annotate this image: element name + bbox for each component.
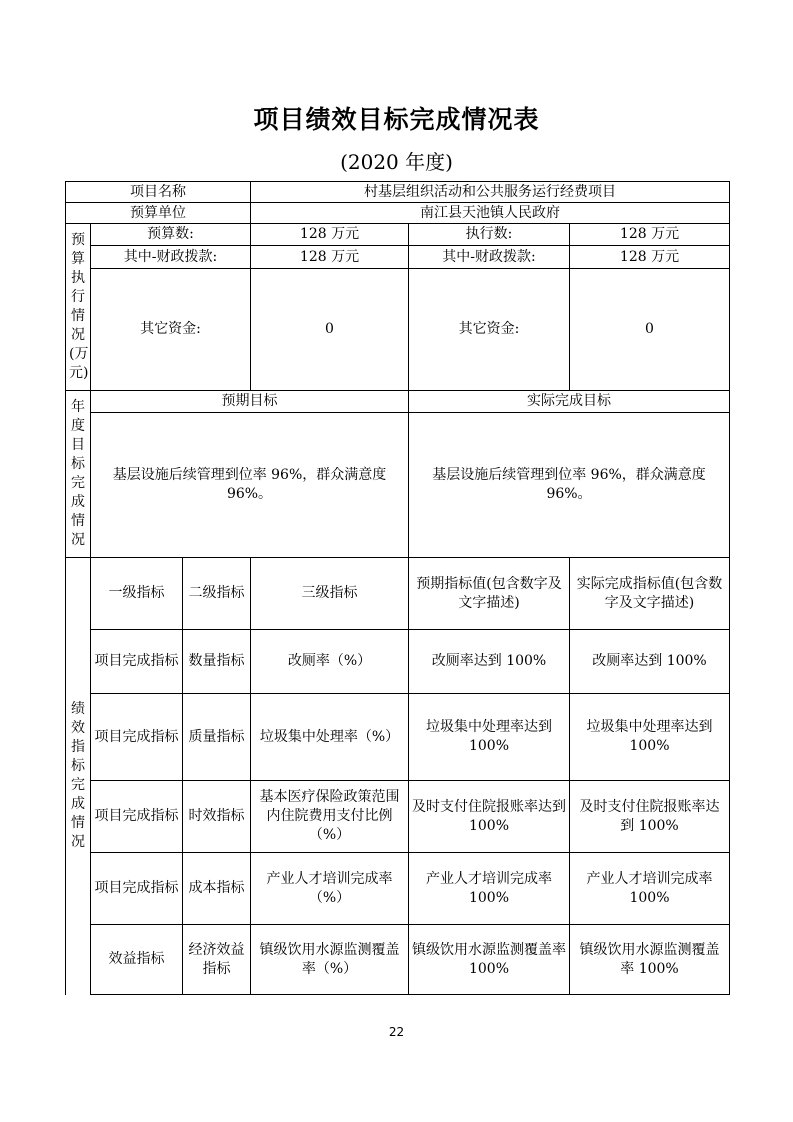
row2-actual: 垃圾集中处理率达到 100% <box>570 694 730 781</box>
row4-level3: 产业人才培训完成率（%） <box>251 853 409 925</box>
fiscal-value: 128 万元 <box>251 246 409 269</box>
row1-level2: 数量指标 <box>183 630 251 694</box>
row2-expected: 垃圾集中处理率达到 100% <box>409 694 570 781</box>
header-level2: 二级指标 <box>183 558 251 630</box>
row5-level2: 经济效益指标 <box>183 925 251 995</box>
row5-actual: 镇级饮用水源监测覆盖率 100% <box>570 925 730 995</box>
fiscal-exec-value: 128 万元 <box>570 246 730 269</box>
annual-side-text: 年 度 目 标 完 成 情 况 <box>71 399 85 548</box>
row5-level3: 镇级饮用水源监测覆盖率（%） <box>251 925 409 995</box>
row2-level2: 质量指标 <box>183 694 251 781</box>
indicator-side-text: 绩 效 指 标 完 成 情 况 <box>71 701 85 851</box>
row4-level2: 成本指标 <box>183 853 251 925</box>
budget-unit-row <box>66 203 730 224</box>
row3-expected: 及时支付住院报账率达到 100% <box>409 781 570 853</box>
header-actual: 实际完成指标值(包含数字及文字描述) <box>570 558 730 630</box>
row3-level1: 项目完成指标 <box>91 781 183 853</box>
other-funds-label: 其它资金: <box>91 269 251 391</box>
exec-amount-value: 128 万元 <box>570 224 730 246</box>
row1-actual: 改厕率达到 100% <box>570 630 730 694</box>
exec-amount-label: 执行数: <box>409 224 570 246</box>
other-funds-value: 0 <box>251 269 409 391</box>
row2-level1: 项目完成指标 <box>91 694 183 781</box>
project-name-value: 村基层组织活动和公共服务运行经费项目 <box>251 182 730 203</box>
other-exec-value: 0 <box>570 269 730 391</box>
annual-header-row <box>66 391 730 413</box>
other-exec-label: 其它资金: <box>409 269 570 391</box>
table-row <box>66 630 730 694</box>
table-row <box>66 694 730 781</box>
row4-actual: 产业人才培训完成率 100% <box>570 853 730 925</box>
other-funds-row <box>66 269 730 391</box>
indicator-side-label <box>66 558 91 995</box>
row5-expected: 镇级饮用水源监测覆盖率 100% <box>409 925 570 995</box>
page-title: 项目绩效目标完成情况表 <box>253 105 540 134</box>
indicator-header-row <box>66 558 730 630</box>
header-level3: 三级指标 <box>251 558 409 630</box>
budget-amount-value: 128 万元 <box>251 224 409 246</box>
row3-level2: 时效指标 <box>183 781 251 853</box>
row4-level1: 项目完成指标 <box>91 853 183 925</box>
annual-goal-row <box>66 413 730 558</box>
annual-side-label <box>66 391 91 558</box>
row3-level3: 基本医疗保险政策范围内住院费用支付比例（%） <box>251 781 409 853</box>
row1-level3: 改厕率（%） <box>251 630 409 694</box>
page-subtitle: (2020 年度) <box>340 150 453 174</box>
page-number: 22 <box>388 1025 405 1039</box>
fiscal-label: 其中-财政拨款: <box>91 246 251 269</box>
row1-level1: 项目完成指标 <box>91 630 183 694</box>
expected-goal-text: 基层设施后续管理到位率 96%，群众满意度 96%。 <box>91 413 409 558</box>
budget-unit-value: 南江县天池镇人民政府 <box>251 203 730 224</box>
budget-side-label <box>66 224 91 391</box>
budget-unit-label: 预算单位 <box>66 203 251 224</box>
row1-expected: 改厕率达到 100% <box>409 630 570 694</box>
performance-table <box>65 181 730 995</box>
budget-row <box>66 224 730 246</box>
header-expected: 预期指标值(包含数字及文字描述) <box>409 558 570 630</box>
fiscal-row <box>66 246 730 269</box>
table-row <box>66 853 730 925</box>
table-row <box>66 781 730 853</box>
expected-goal-header: 预期目标 <box>91 391 409 413</box>
row2-level3: 垃圾集中处理率（%） <box>251 694 409 781</box>
budget-side-text: 预 算 执 行 情 况 (万 元) <box>69 232 89 381</box>
project-name-row <box>66 182 730 203</box>
table-row <box>66 925 730 995</box>
fiscal-exec-label: 其中-财政拨款: <box>409 246 570 269</box>
row3-actual: 及时支付住院报账率达到 100% <box>570 781 730 853</box>
row5-level1: 效益指标 <box>91 925 183 995</box>
actual-goal-header: 实际完成目标 <box>409 391 730 413</box>
row4-expected: 产业人才培训完成率 100% <box>409 853 570 925</box>
header-level1: 一级指标 <box>91 558 183 630</box>
budget-amount-label: 预算数: <box>91 224 251 246</box>
actual-goal-text: 基层设施后续管理到位率 96%，群众满意度 96%。 <box>409 413 730 558</box>
project-name-label: 项目名称 <box>66 182 251 203</box>
